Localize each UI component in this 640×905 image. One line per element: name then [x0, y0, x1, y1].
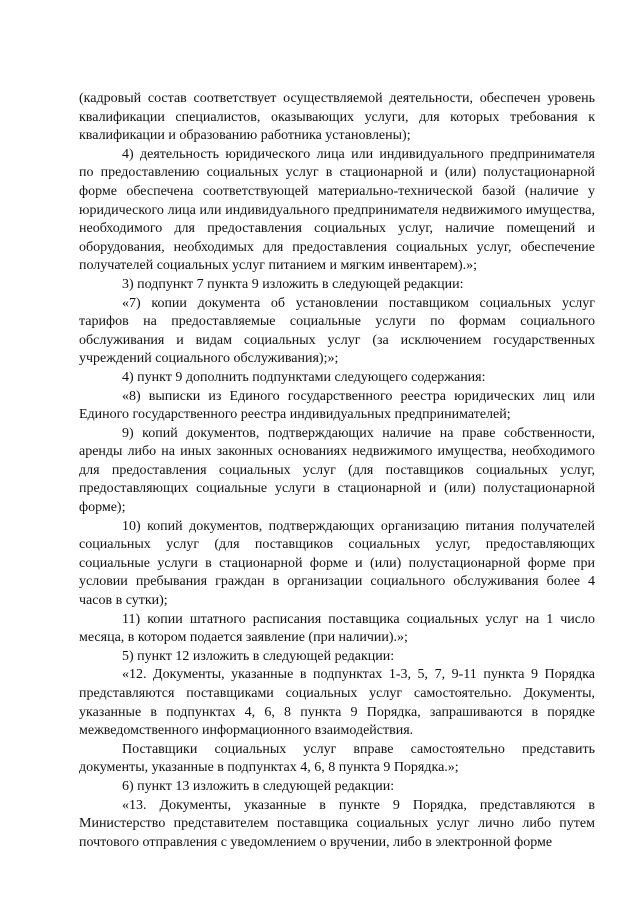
- paragraph-subitem-7-tariffs: «7) копии документа об установлении поставщиком социальных услуг тарифов на предоставляемые социальные услуги по формам социального обслуживания и видам социальных услуг (за исключением государственных учреждений социального обслуживания);»;: [79, 295, 595, 367]
- paragraph-amendment-6: 6) пункт 13 изложить в следующей редакции:: [122, 778, 395, 794]
- paragraph-item-4-material-base: 4) деятельность юридического лица или индивидуального предпринимателя по предоставлению социальных услуг в стационарной и (или) полустационарной форме обеспечена соответствующей материально-технической базой (наличие у юридического лица или индивидуального предпринимателя недвижимого имущества, необходимого для предоставления социальных услуг, наличие помещений и оборудования, необходимых для предоставления социальных услуг, обеспечение получателей социальных услуг питанием и мягким инвентарем).»;: [79, 146, 595, 274]
- paragraph-subitem-9-property-documents: 9) копий документов, подтверждающих наличие на праве собственности, аренды либо на иных законных основаниях недвижимого имущества, необходимого для предоставления социальных услуг (для поставщиков социальных услуг, предоставляющих социальные услуги в стационарной и (или) полустационарной форме);: [79, 425, 595, 516]
- paragraph-item-12-documents: «12. Документы, указанные в подпунктах 1-3, 5, 7, 9-11 пункта 9 Порядка представляются поставщиками социальных услуг самостоятельно. Документы, указанные в подпунктах 4, 6, 8 пункта 9 Порядка, запрашиваются в порядке межведомственного информационного взаимодействия.: [79, 667, 595, 739]
- paragraph-subitem-11-staff-schedule: 11) копии штатного расписания поставщика социальных услуг на 1 число месяца, в котором подается заявление (при наличии).»;: [79, 611, 595, 646]
- paragraph-continuation-staff-qualification: (кадровый состав соответствует осуществляемой деятельности, обеспечен уровень квалификации специалистов, оказывающих услуги, для которых требования к квалификации и образованию работника установлены);: [79, 91, 595, 144]
- paragraph-item-13-submission: «13. Документы, указанные в пункте 9 Порядка, представляются в Министерство представителем поставщика социальных услуг лично либо путем почтового отправления с уведомлением о вручении, либо в электронной форме: [79, 797, 595, 850]
- paragraph-subitem-8-registry-extracts: «8) выписки из Единого государственного реестра юридических лиц или Единого государственного реестра индивидуальных предпринимателей;: [79, 388, 595, 423]
- document-page: [79, 90, 595, 852]
- paragraph-amendment-3: 3) подпункт 7 пункта 9 изложить в следующей редакции:: [122, 276, 464, 292]
- paragraph-item-12-providers-right: Поставщики социальных услуг вправе самостоятельно представить документы, указанные в подпунктах 4, 6, 8 пункта 9 Порядка.»;: [79, 741, 595, 776]
- paragraph-amendment-5: 5) пункт 12 изложить в следующей редакции:: [122, 648, 395, 664]
- paragraph-subitem-10-catering-documents: 10) копий документов, подтверждающих организацию питания получателей социальных услуг (для поставщиков социальных услуг, предоставляющих социальные услуги в стационарной форме и (или) полустационарной форме при условии пребывания граждан в организации социального обслуживания более 4 часов в сутки);: [79, 518, 595, 609]
- paragraph-amendment-4: 4) пункт 9 дополнить подпунктами следующего содержания:: [122, 369, 486, 385]
